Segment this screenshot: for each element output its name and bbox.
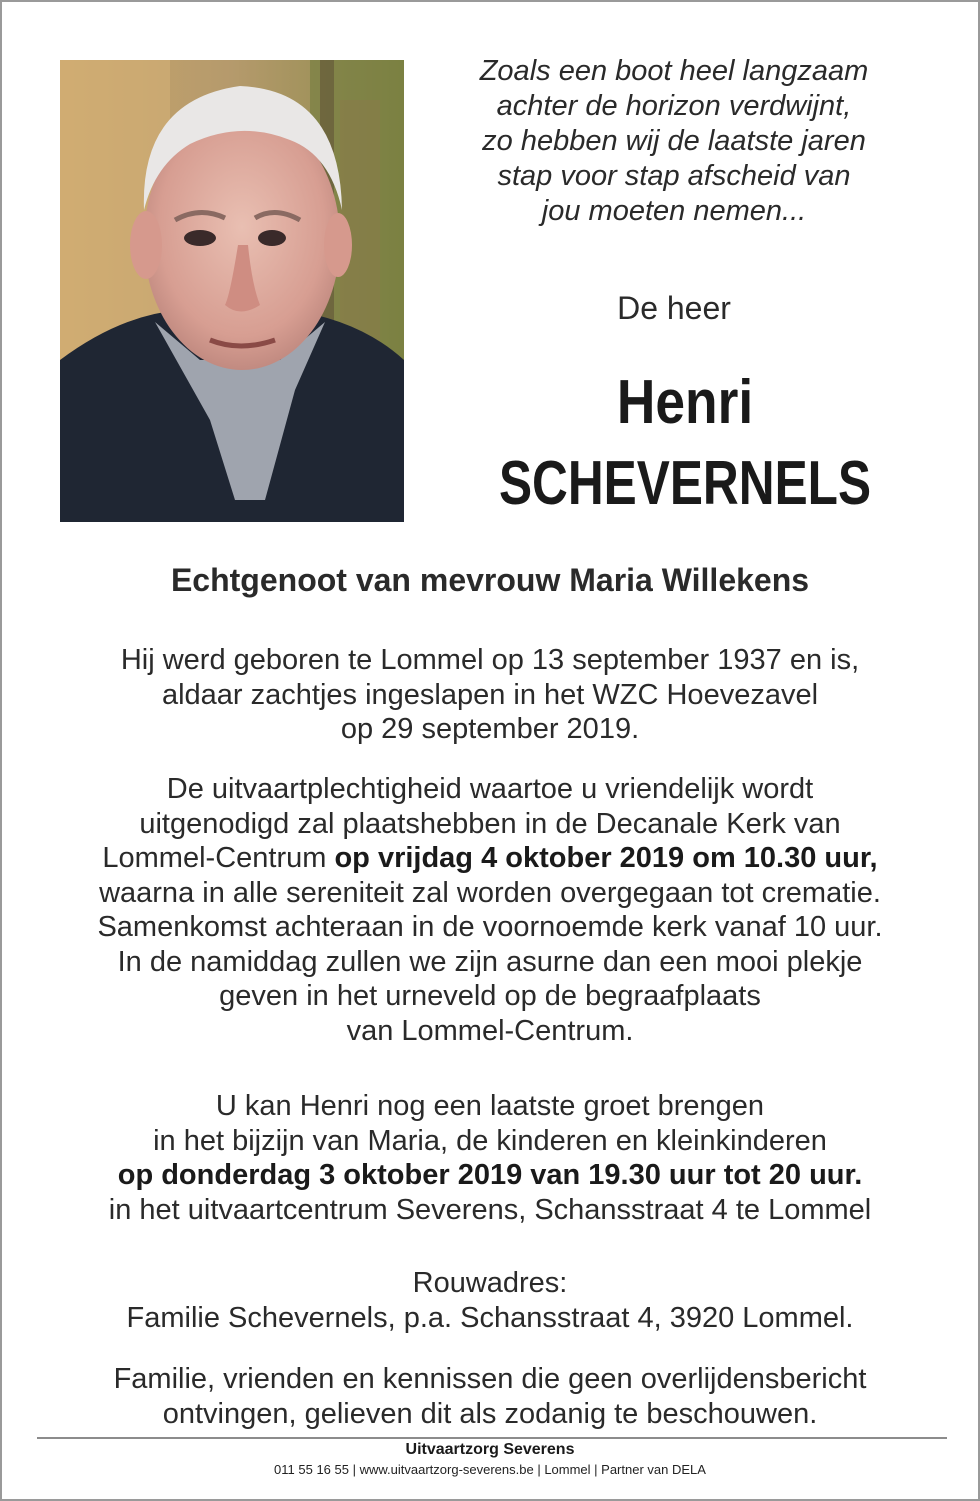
notice-paragraph — [2, 1362, 978, 1431]
portrait-photo — [60, 60, 404, 522]
funeral-home-contact: 011 55 16 55 | www.uitvaartzorg-severens.be | Lommel | Partner van DELA — [274, 1462, 706, 1477]
ceremony-place: Lommel-Centrum — [102, 842, 335, 874]
poem-line: jou moeten nemen... — [541, 195, 807, 227]
poem-line: achter de horizon verdwijnt, — [496, 90, 852, 122]
visitation-line: U kan Henri nog een laatste groet brengen — [215, 1090, 765, 1122]
visitation-datetime: op donderdag 3 oktober 2019 van 19.30 uur tot 20 uur. — [117, 1159, 863, 1191]
funeral-home-name: Uitvaartzorg Severens — [405, 1441, 575, 1458]
poem-line: zo hebben wij de laatste jaren — [482, 125, 866, 157]
ceremony-line: waarna in alle sereniteit zal worden overgegaan tot crematie. — [99, 876, 881, 909]
notice-line: Familie, vrienden en kennissen die geen overlijdensbericht — [113, 1363, 867, 1395]
ceremony-paragraph — [2, 772, 978, 1048]
last-name: SCHEVERNELS — [498, 449, 872, 518]
poem — [420, 54, 928, 229]
visitation-paragraph — [2, 1089, 978, 1227]
birth-line: op 29 september 2019. — [340, 713, 640, 745]
address-paragraph — [2, 1266, 978, 1335]
visitation-line — [2, 1158, 978, 1193]
ceremony-line: geven in het urneveld op de begraafplaats — [219, 980, 761, 1012]
footer-divider — [37, 1437, 947, 1439]
visitation-line: in het uitvaartcentrum Severens, Schansstraat 4 te Lommel — [108, 1193, 872, 1226]
ceremony-line: uitgenodigd zal plaatshebben in de Decanale Kerk van — [139, 807, 841, 840]
birth-paragraph — [2, 643, 978, 747]
first-name: Henri — [616, 368, 754, 437]
address-line: Familie Schevernels, p.a. Schansstraat 4, 3920 Lommel. — [126, 1301, 854, 1334]
honorific: De heer — [617, 290, 731, 326]
ceremony-line: van Lommel-Centrum. — [346, 1014, 634, 1047]
birth-line: aldaar zachtjes ingeslapen in het WZC Hoevezavel — [161, 678, 819, 711]
address-label: Rouwadres: — [412, 1267, 568, 1299]
visitation-line: in het bijzijn van Maria, de kinderen en kleinkinderen — [153, 1124, 827, 1157]
spouse-line: Echtgenoot van mevrouw Maria Willekens — [170, 562, 810, 598]
notice-line: ontvingen, gelieven dit als zodanig te beschouwen. — [162, 1397, 818, 1430]
ceremony-datetime: op vrijdag 4 oktober 2019 om 10.30 uur, — [334, 842, 878, 874]
ceremony-line — [2, 841, 978, 876]
poem-line: stap voor stap afscheid van — [497, 160, 851, 192]
ceremony-line: De uitvaartplechtigheid waartoe u vriendelijk wordt — [166, 773, 814, 805]
birth-line: Hij werd geboren te Lommel op 13 september 1937 en is, — [120, 644, 860, 676]
poem-line: Zoals een boot heel langzaam — [479, 55, 869, 87]
ceremony-line: Samenkomst achteraan in de voornoemde kerk vanaf 10 uur. — [97, 911, 883, 943]
ceremony-line: In de namiddag zullen we zijn asurne dan een mooi plekje — [117, 945, 863, 978]
